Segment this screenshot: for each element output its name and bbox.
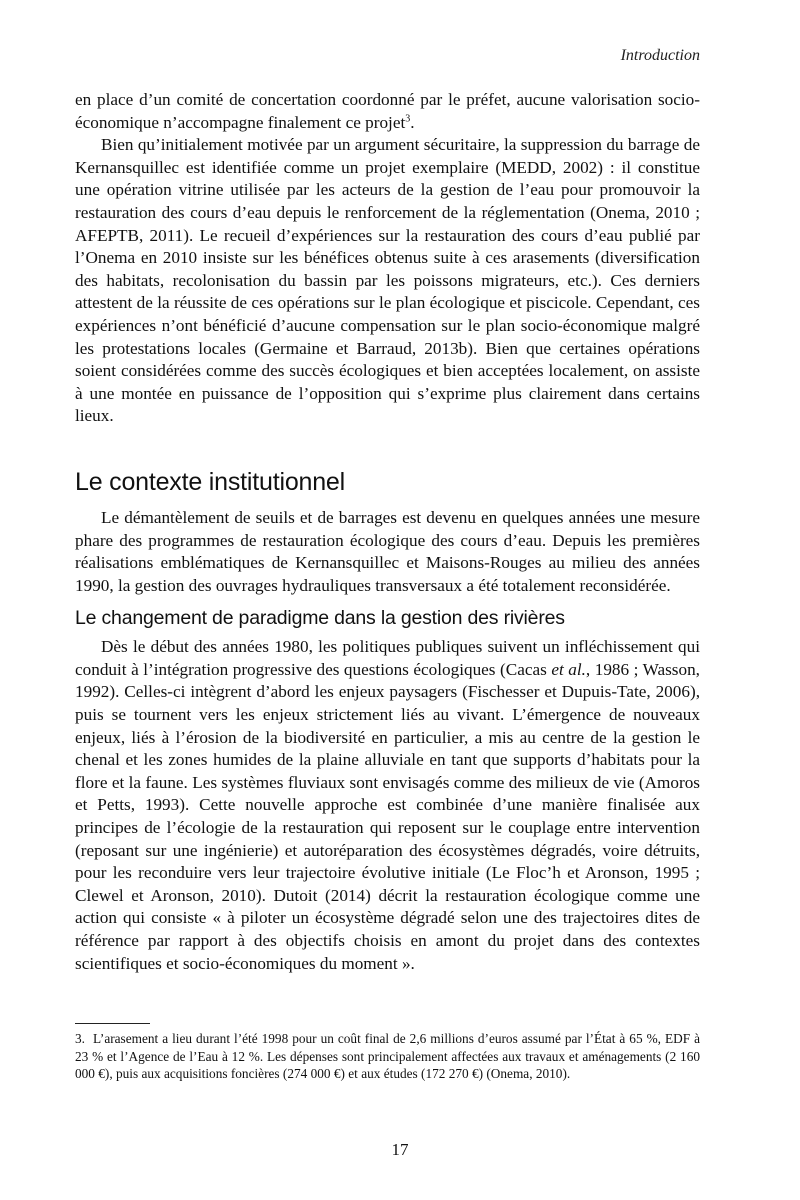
section-paragraph: Le démantèlement de seuils et de barrages est devenu en quelques années une mesure phare des programmes de restauration écologique des cours d’eau. Depuis les premières réalisations emblématiques de Kernansquillec et Maisons-Rouges au milieu des années 1990, la gestion des ouvrages hydrauliques transversaux a été totalement reconsidérée. [75, 507, 700, 595]
paragraph-end-punct: . [410, 112, 415, 132]
paragraph-kernansquillec: Bien qu’initialement motivée par un argument sécuritaire, la suppression du barrage de Kernansquillec est identifiée comme un projet exemplaire (MEDD, 2002) : il constitue une opération vitrine utilisée par les acteurs de la gestion de l’eau pour promouvoir la restauration des cours d’eau depuis le renforcement de la réglementation (Onema, 2010 ; AFEPTB, 2011). Le recueil d’expériences sur la restauration des cours d’eau publié par l’Onema en 2010 insiste sur les bénéfices obtenus suite à ces arasements (diversification des habitats, recolonisation du bassin par les poissons migrateurs, etc.). Ces derniers attestent de la réussite de ces opérations sur le plan écologique et piscicole. Cependant, ces expériences n’ont bénéficié d’aucune compensation sur le plan socio-économique malgré les protestations locales (Germaine et Barraud, 2013b). Bien que certaines opérations soient considérées comme des succès écologiques et bien acceptées localement, on assiste à une montée en puissance de l’opposition qui s’exprime plus clairement dans certains lieux. [75, 135, 700, 426]
paragraph-text: en place d’un comité de concertation coordonné par le préfet, aucune valorisation socio-économique n’accompagne finalement ce projet [75, 90, 700, 132]
footnote-reference[interactable]: 3 [405, 112, 411, 124]
footnote-3 [75, 1030, 700, 1083]
subsection-paragraph [75, 636, 700, 975]
footnote-separator [75, 1023, 150, 1024]
italic-citation: et al. [551, 659, 586, 679]
footnote-number: 3. [75, 1031, 85, 1046]
text-column [75, 89, 700, 975]
running-header: Introduction [620, 47, 700, 64]
section-heading: Le contexte institutionnel [75, 467, 345, 496]
subsection-text-part1: Dès le début des années 1980, les politiques publiques suivent un infléchissement qui conduit à l’intégration progressive des questions écologiques (Cacas [75, 637, 700, 679]
footnote-text: L’arasement a lieu durant l’été 1998 pour un coût final de 2,6 millions d’euros assumé par l’État à 65 %, EDF à 23 % et l’Agence de l’Eau à 12 %. Les dépenses sont principalement affectées aux travaux et aménagements (2 160 000 €), puis aux acquisitions foncières (274 000 €) et aux études (172 270 €) (Onema, 2010). [75, 1031, 700, 1082]
paragraph-continuation [75, 89, 700, 134]
footnotes [75, 1030, 700, 1083]
subsection-heading: Le changement de paradigme dans la gestion des rivières [75, 607, 565, 630]
subsection-text-part2: , 1986 ; Wasson, 1992). Celles-ci intègrent d’abord les enjeux paysagers (Fischesser et Dupuis-Tate, 2006), puis se tournent vers les enjeux strictement liés au vivant. L’émergence de nouveaux enjeux, liés à l’érosion de la biodiversité en particulier, a mis au centre de la gestion le chenal et les zones humides de la plaine alluviale en tant que supports d’habitats pour la flore et la faune. Les systèmes fluviaux sont envisagés comme des milieux de vie (Amoros et Petts, 1993). Cette nouvelle approche est combinée d’une manière finalisée aux principes de l’écologie de la restauration qui reposent sur le couplage entre intervention (reposant sur une ingénierie) et autoréparation des écosystèmes dégradés, voire détruits, pour les reconduire vers leur trajectoire évolutive initiale (Le Floc’h et Aronson, 1995 ; Clewel et Aronson, 2010). Dutoit (2014) décrit la restauration écologique comme une action qui consiste « à piloter un écosystème dégradé selon une des trajectoires dites de référence par rapport à des objectifs choisis en amont du projet dans des contextes scientifiques et socio-économiques du moment ». [75, 659, 700, 973]
page-number: 17 [391, 1140, 409, 1159]
